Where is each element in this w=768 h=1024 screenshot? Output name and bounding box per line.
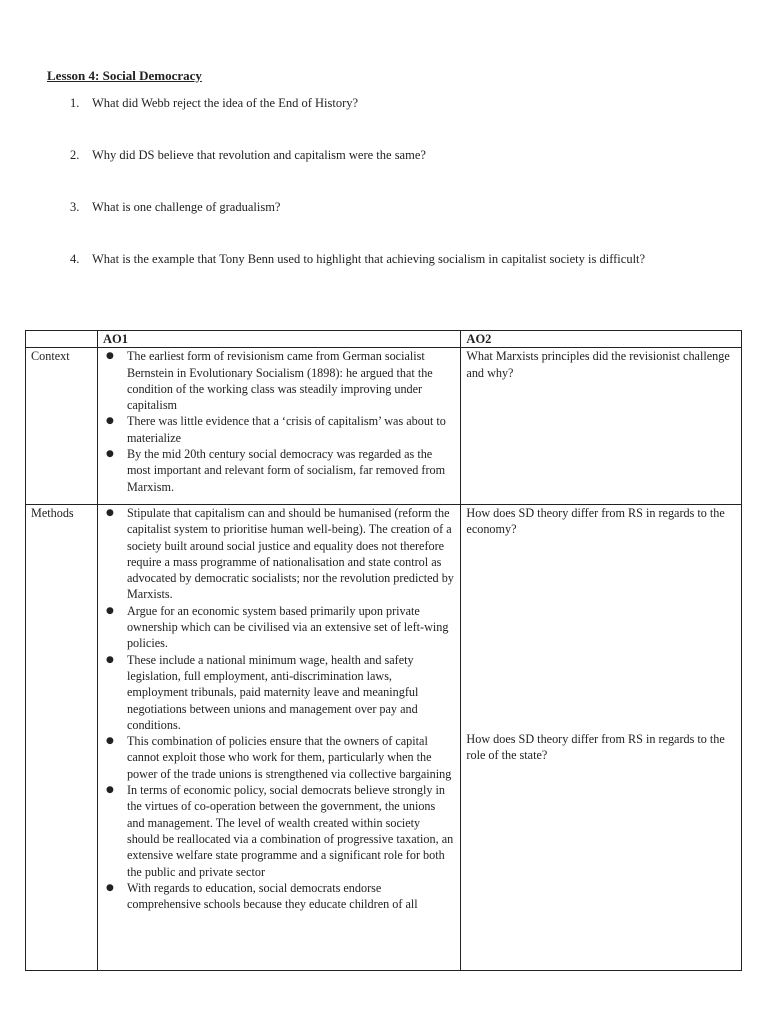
- list-item: ● In terms of economic policy, social democrats believe strongly in the virtues of co-operation between the government, the unions and management. The level of wealth created within society should be reallocated via a combination of progressive taxation, an extensive welfare state programme and a significant role for both the public and private sector: [103, 782, 455, 880]
- methods-ao2-cell: [461, 504, 742, 970]
- list-item: ● Stipulate that capitalism can and should be humanised (reform the capitalist system to prioritise human well-being). The creation of a society built around social justice and equality does not therefore require a mass programme of nationalisation and state control as advocated by democratic socialists; nor the revolution predicted by Marxists.: [103, 505, 455, 603]
- methods-bullet-list: [103, 505, 455, 912]
- question-number: 2.: [70, 148, 80, 162]
- table-header-row: [26, 331, 742, 348]
- question-1: [70, 96, 358, 111]
- list-item: ● The earliest form of revisionism came from German socialist Bernstein in Evolutionary Socialism (1898): he argued that the condition of the working class was steadily improving under capitalism: [103, 348, 455, 413]
- context-bullet-list: [103, 348, 455, 495]
- question-4: [70, 252, 645, 267]
- ao-table: [25, 330, 742, 971]
- context-ao1-cell: [97, 348, 460, 505]
- ao2-question-state: How does SD theory differ from RS in regards to the role of the state?: [466, 731, 725, 763]
- question-3: [70, 200, 280, 215]
- question-number: 3.: [70, 200, 80, 214]
- header-ao1: AO1: [97, 331, 460, 348]
- question-number: 1.: [70, 96, 80, 110]
- list-item: ● This combination of policies ensure that the owners of capital cannot exploit those who work for them, particularly when the power of the trade unions is strengthened via collective bargaining: [103, 733, 455, 782]
- methods-ao1-cell: [97, 504, 460, 970]
- list-item: ● Argue for an economic system based primarily upon private ownership which can be civilised via an extensive set of left-wing policies.: [103, 603, 455, 652]
- ao2-question-economy: How does SD theory differ from RS in regards to the economy?: [466, 505, 725, 537]
- header-ao2: AO2: [461, 331, 742, 348]
- lesson-title: Lesson 4: Social Democracy: [47, 68, 202, 83]
- question-2: [70, 148, 426, 163]
- question-text: What did Webb reject the idea of the End of History?: [92, 96, 359, 110]
- question-text: What is the example that Tony Benn used to highlight that achieving socialism in capitalist society is difficult?: [92, 252, 646, 266]
- list-item: ● There was little evidence that a ‘crisis of capitalism’ was about to materialize: [103, 413, 455, 446]
- context-row: [26, 348, 742, 505]
- question-text: What is one challenge of gradualism?: [92, 200, 281, 214]
- question-text: Why did DS believe that revolution and capitalism were the same?: [92, 148, 426, 162]
- row-label-context: Context: [26, 348, 98, 505]
- question-number: 4.: [70, 252, 80, 266]
- header-empty: [26, 331, 98, 348]
- methods-row: [26, 504, 742, 970]
- context-ao2-cell: What Marxists principles did the revisionist challenge and why?: [461, 348, 742, 505]
- list-item: ● By the mid 20th century social democracy was regarded as the most important and relevant form of socialism, far removed from Marxism.: [103, 446, 455, 495]
- list-item: ● With regards to education, social democrats endorse comprehensive schools because they educate children of all: [103, 880, 455, 913]
- row-label-methods: Methods: [26, 504, 98, 970]
- list-item: ● These include a national minimum wage, health and safety legislation, full employment, anti-discrimination laws, employment tribunals, paid maternity leave and meaningful negotiations between unions and management over pay and conditions.: [103, 652, 455, 733]
